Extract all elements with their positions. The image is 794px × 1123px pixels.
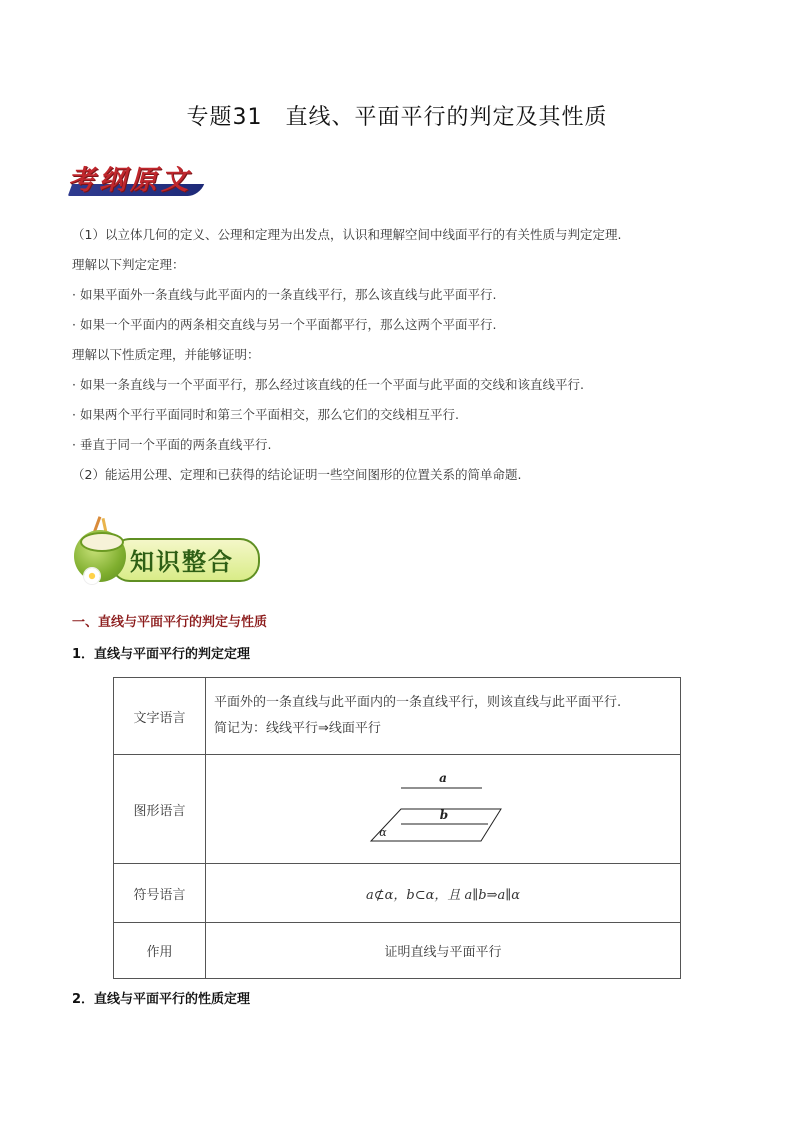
figure-cell <box>206 755 681 864</box>
syllabus-line: （1）以立体几何的定义、公理和定理为出发点，认识和理解空间中线面平行的有关性质与判定定理. <box>72 227 622 242</box>
section-heading: 一、直线与平面平行的判定与性质 <box>72 615 268 630</box>
row-content: 证明直线与平面平行 <box>206 923 681 979</box>
zhishi-banner-text: 知识整合 <box>130 547 234 576</box>
line-plane-figure <box>206 755 680 863</box>
table-row <box>114 864 681 923</box>
kaogang-banner-text: 考纲原文 <box>68 165 192 196</box>
table-row <box>114 755 681 864</box>
label-a: a <box>439 771 447 785</box>
syllabus-line: （2）能运用公理、定理和已获得的结论证明一些空间图形的位置关系的简单命题. <box>72 467 522 482</box>
page-title: 专题31 直线、平面平行的判定及其性质 <box>186 105 608 130</box>
syllabus-line: 理解以下性质定理，并能够证明： <box>72 347 260 362</box>
text-line: 简记为：线线平行⇒线面平行 <box>214 721 381 736</box>
syllabus-line: · 如果一个平面内的两条相交直线与另一个平面都平行，那么这两个平面平行. <box>72 317 497 332</box>
row-label: 符号语言 <box>114 864 206 923</box>
table-row <box>114 923 681 979</box>
plane-alpha <box>371 809 501 841</box>
row-label: 文字语言 <box>114 678 206 755</box>
syllabus-text <box>72 220 712 490</box>
syllabus-line: · 如果平面外一条直线与此平面内的一条直线平行，那么该直线与此平面平行. <box>72 287 497 302</box>
label-alpha: α <box>379 826 387 839</box>
theorem-table <box>113 677 681 979</box>
kaogang-banner <box>68 158 208 200</box>
row-label: 作用 <box>114 923 206 979</box>
row-label: 图形语言 <box>114 755 206 864</box>
subsection-heading: 2．直线与平面平行的性质定理 <box>72 992 251 1007</box>
row-content <box>206 678 681 755</box>
syllabus-line: · 如果两个平行平面同时和第三个平面相交，那么它们的交线相互平行. <box>72 407 459 422</box>
syllabus-line: · 垂直于同一个平面的两条直线平行. <box>72 437 272 452</box>
syllabus-line: · 如果一条直线与一个平面平行，那么经过该直线的任一个平面与此平面的交线和该直线平行. <box>72 377 584 392</box>
zhishi-banner <box>70 516 260 588</box>
symbol-expression: a⊄α，b⊂α，且 a∥b⇒a∥α <box>206 864 681 923</box>
syllabus-line: 理解以下判定定理： <box>72 257 185 272</box>
label-b: b <box>439 808 449 822</box>
text-line: 平面外的一条直线与此平面内的一条直线平行，则该直线与此平面平行. <box>214 695 622 710</box>
table-row <box>114 678 681 755</box>
flower-icon <box>84 568 100 584</box>
subsection-heading: 1．直线与平面平行的判定定理 <box>72 647 251 662</box>
coconut-top-decoration <box>80 532 124 552</box>
